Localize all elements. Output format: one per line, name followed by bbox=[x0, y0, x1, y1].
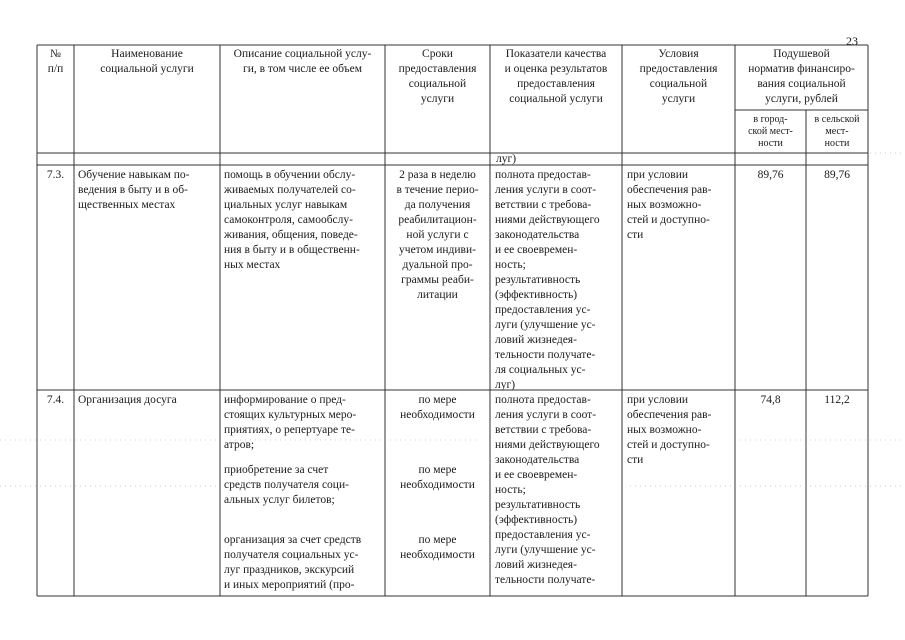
urban-normative: 89,76 bbox=[757, 169, 784, 181]
service-conditions: при условии обеспечения рав- ных возможно- стей и доступно- сти bbox=[627, 394, 712, 466]
rural-normative: 112,2 bbox=[824, 394, 850, 406]
header-terms: Сроки предоставления социальной услуги bbox=[398, 48, 477, 105]
service-description: помощь в обучении обслу- живаемых получателей со- циальных услуг навыкам самоконтроля, самообслу- живания, общения, поведе- ния в быту и в общественн- ных местах bbox=[224, 169, 360, 271]
rural-normative: 89,76 bbox=[824, 169, 850, 181]
header-number: № п/п bbox=[47, 48, 64, 75]
service-terms-3: по мере необходимости bbox=[400, 534, 475, 561]
header-rural: в сельской мест- ности bbox=[814, 114, 860, 149]
service-terms-1: по мере необходимости bbox=[400, 394, 475, 421]
urban-normative: 74,8 bbox=[760, 394, 781, 406]
service-description-2: приобретение за счет средств получателя соци- альных услуг билетов; bbox=[224, 464, 349, 506]
quality-indicators: полнота предостав- ления услуги в соот- ветствии с требова- ниями действующего законодательства и ее своевремен- ность; результативность (эффективность) предоставления ус- луги (улучшение ус- ловий жизнедея- тельности получате- bbox=[495, 394, 600, 586]
service-name: Обучение навыкам по- ведения в быту и в об- щественных местах bbox=[78, 169, 190, 211]
header-normative: Подушевой норматив финансиро- вания социальной услуги, рублей bbox=[748, 48, 855, 105]
page-number: 23 bbox=[846, 34, 858, 48]
carry-over-text: луг) bbox=[496, 153, 517, 165]
header-name: Наименование социальной услуги bbox=[100, 48, 194, 75]
quality-indicators: полнота предостав- ления услуги в соот- ветствии с требова- ниями действующего законодательства и ее своевремен- ность; результативность (эффективность) предоставления ус- луги (улучшение ус- ловий жизнедея- тельности получате- ля социальных ус- луг) bbox=[495, 169, 600, 391]
service-conditions: при условии обеспечения рав- ных возможно- стей и доступно- сти bbox=[627, 169, 712, 241]
header-description: Описание социальной услу- ги, в том числе ее объем bbox=[233, 48, 372, 75]
service-description-1: информирование о пред- стоящих культурных меро- приятиях, о репертуаре те- атров; bbox=[224, 394, 357, 451]
header-conditions: Условия предоставления социальной услуги bbox=[639, 48, 718, 105]
service-terms: 2 раза в неделю в течение перио- да получения реабилитацион- ной услуги с учетом индиви- дуальной про- граммы реаби- литации bbox=[396, 169, 479, 301]
header-quality: Показатели качества и оценка результатов предоставления социальной услуги bbox=[504, 48, 608, 105]
service-name: Организация досуга bbox=[78, 394, 177, 406]
service-description-3: организация за счет средств получателя социальных ус- луг праздников, экскурсий и иных мероприятий (про- bbox=[224, 534, 362, 591]
row-number: 7.3. bbox=[46, 169, 65, 181]
service-terms-2: по мере необходимости bbox=[400, 464, 475, 491]
header-urban: в город- ской мест- ности bbox=[748, 114, 793, 149]
row-number: 7.4. bbox=[46, 394, 65, 406]
